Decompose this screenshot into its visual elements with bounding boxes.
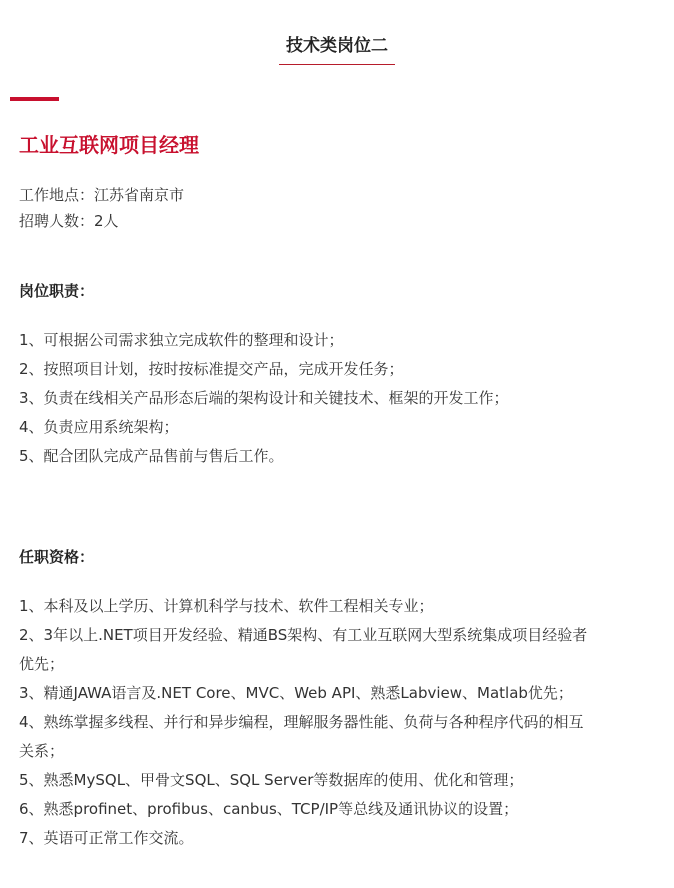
responsibilities-list <box>19 326 659 471</box>
list-item: 1、本科及以上学历、计算机科学与技术、软件工程相关专业； <box>19 597 434 615</box>
list-item: 5、熟悉MySQL、甲骨文SQL、SQL Server等数据库的使用、优化和管理； <box>19 771 524 789</box>
job-title: 工业互联网项目经理 <box>19 133 199 157</box>
qualifications-heading: 任职资格： <box>19 548 95 566</box>
list-item: 5、配合团队完成产品售前与售后工作。 <box>19 447 284 465</box>
job-info <box>19 182 184 234</box>
list-item: 3、负责在线相关产品形态后端的架构设计和关键技术、框架的开发工作； <box>19 389 509 407</box>
list-item: 6、熟悉profinet、profibus、canbus、TCP/IP等总线及通讯协议的设置； <box>19 800 519 818</box>
job-headcount: 招聘人数：2人 <box>19 212 119 230</box>
list-item: 2、按照项目计划，按时按标准提交产品，完成开发任务； <box>19 360 404 378</box>
list-item: 3、精通JAWA语言及.NET Core、MVC、Web API、熟悉Labview、Matlab优先； <box>19 684 573 702</box>
qualifications-list <box>19 592 659 853</box>
list-item: 1、可根据公司需求独立完成软件的整理和设计； <box>19 331 344 349</box>
list-item: 4、熟练掌握多线程、并行和异步编程，理解服务器性能、负荷与各种程序代码的相互 <box>19 713 584 731</box>
list-item: 2、3年以上.NET项目开发经验、精通BS架构、有工业互联网大型系统集成项目经验者 <box>19 626 588 644</box>
section-header <box>0 28 674 65</box>
section-title: 技术类岗位二 <box>279 28 395 65</box>
list-item: 优先； <box>19 655 65 673</box>
list-item: 7、英语可正常工作交流。 <box>19 829 194 847</box>
list-item: 4、负责应用系统架构； <box>19 418 179 436</box>
job-location: 工作地点：江苏省南京市 <box>19 186 185 204</box>
responsibilities-heading: 岗位职责： <box>19 282 95 300</box>
list-item: 关系； <box>19 742 65 760</box>
accent-bar <box>10 97 59 101</box>
